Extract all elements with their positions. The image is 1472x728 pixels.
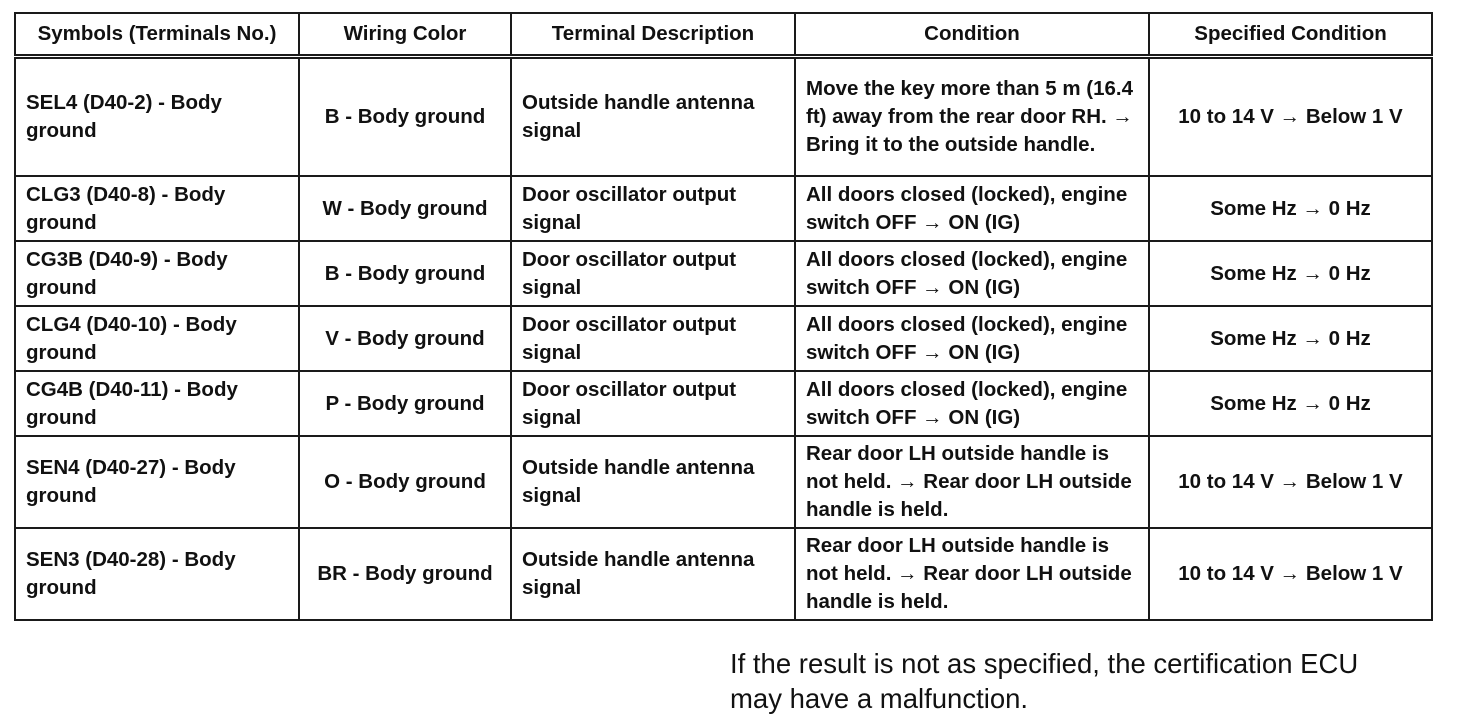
cell-wiring-color: W - Body ground — [299, 176, 511, 241]
cell-terminal-description: Outside handle antenna signal — [511, 528, 795, 620]
cell-terminal-description: Door oscillator output signal — [511, 371, 795, 436]
cell-terminal-description: Door oscillator output signal — [511, 306, 795, 371]
terminal-spec-table — [14, 12, 1433, 621]
table-row — [15, 176, 1432, 241]
cell-terminal-description: Door oscillator output signal — [511, 176, 795, 241]
cell-symbol: CG3B (D40-9) - Body ground — [15, 241, 299, 306]
cell-condition: All doors closed (locked), engine switch OFF → ON (IG) — [795, 176, 1149, 241]
table-row — [15, 306, 1432, 371]
cell-symbol: CLG4 (D40-10) - Body ground — [15, 306, 299, 371]
malfunction-note-line-2: may have a malfunction. — [730, 683, 1029, 714]
header-symbols: Symbols (Terminals No.) — [15, 13, 299, 57]
cell-specified-condition: 10 to 14 V → Below 1 V — [1149, 528, 1432, 620]
cell-specified-condition: Some Hz → 0 Hz — [1149, 241, 1432, 306]
cell-condition: All doors closed (locked), engine switch OFF → ON (IG) — [795, 306, 1149, 371]
malfunction-note — [730, 646, 1450, 716]
cell-wiring-color: B - Body ground — [299, 57, 511, 177]
cell-wiring-color: B - Body ground — [299, 241, 511, 306]
table-row — [15, 241, 1432, 306]
cell-terminal-description: Outside handle antenna signal — [511, 57, 795, 177]
cell-condition: Move the key more than 5 m (16.4 ft) away from the rear door RH. → Bring it to the outside handle. — [795, 57, 1149, 177]
cell-symbol: SEL4 (D40-2) - Body ground — [15, 57, 299, 177]
terminal-spec-table-container — [14, 12, 1431, 621]
table-row — [15, 371, 1432, 436]
cell-condition: Rear door LH outside handle is not held. → Rear door LH outside handle is held. — [795, 528, 1149, 620]
header-condition: Condition — [795, 13, 1149, 57]
table-row — [15, 436, 1432, 528]
cell-specified-condition: Some Hz → 0 Hz — [1149, 306, 1432, 371]
cell-condition: Rear door LH outside handle is not held. → Rear door LH outside handle is held. — [795, 436, 1149, 528]
cell-symbol: CLG3 (D40-8) - Body ground — [15, 176, 299, 241]
cell-specified-condition: 10 to 14 V → Below 1 V — [1149, 57, 1432, 177]
cell-symbol: SEN4 (D40-27) - Body ground — [15, 436, 299, 528]
table-row — [15, 57, 1432, 177]
header-wiring-color: Wiring Color — [299, 13, 511, 57]
cell-specified-condition: Some Hz → 0 Hz — [1149, 371, 1432, 436]
cell-terminal-description: Door oscillator output signal — [511, 241, 795, 306]
header-terminal-description: Terminal Description — [511, 13, 795, 57]
header-specified-condition: Specified Condition — [1149, 13, 1432, 57]
table-row — [15, 528, 1432, 620]
cell-condition: All doors closed (locked), engine switch OFF → ON (IG) — [795, 371, 1149, 436]
cell-wiring-color: O - Body ground — [299, 436, 511, 528]
cell-wiring-color: BR - Body ground — [299, 528, 511, 620]
cell-specified-condition: 10 to 14 V → Below 1 V — [1149, 436, 1432, 528]
cell-symbol: CG4B (D40-11) - Body ground — [15, 371, 299, 436]
cell-wiring-color: P - Body ground — [299, 371, 511, 436]
cell-symbol: SEN3 (D40-28) - Body ground — [15, 528, 299, 620]
cell-terminal-description: Outside handle antenna signal — [511, 436, 795, 528]
malfunction-note-line-1: If the result is not as specified, the certification ECU — [730, 648, 1359, 679]
cell-specified-condition: Some Hz → 0 Hz — [1149, 176, 1432, 241]
cell-condition: All doors closed (locked), engine switch OFF → ON (IG) — [795, 241, 1149, 306]
table-header-row — [15, 13, 1432, 57]
cell-wiring-color: V - Body ground — [299, 306, 511, 371]
